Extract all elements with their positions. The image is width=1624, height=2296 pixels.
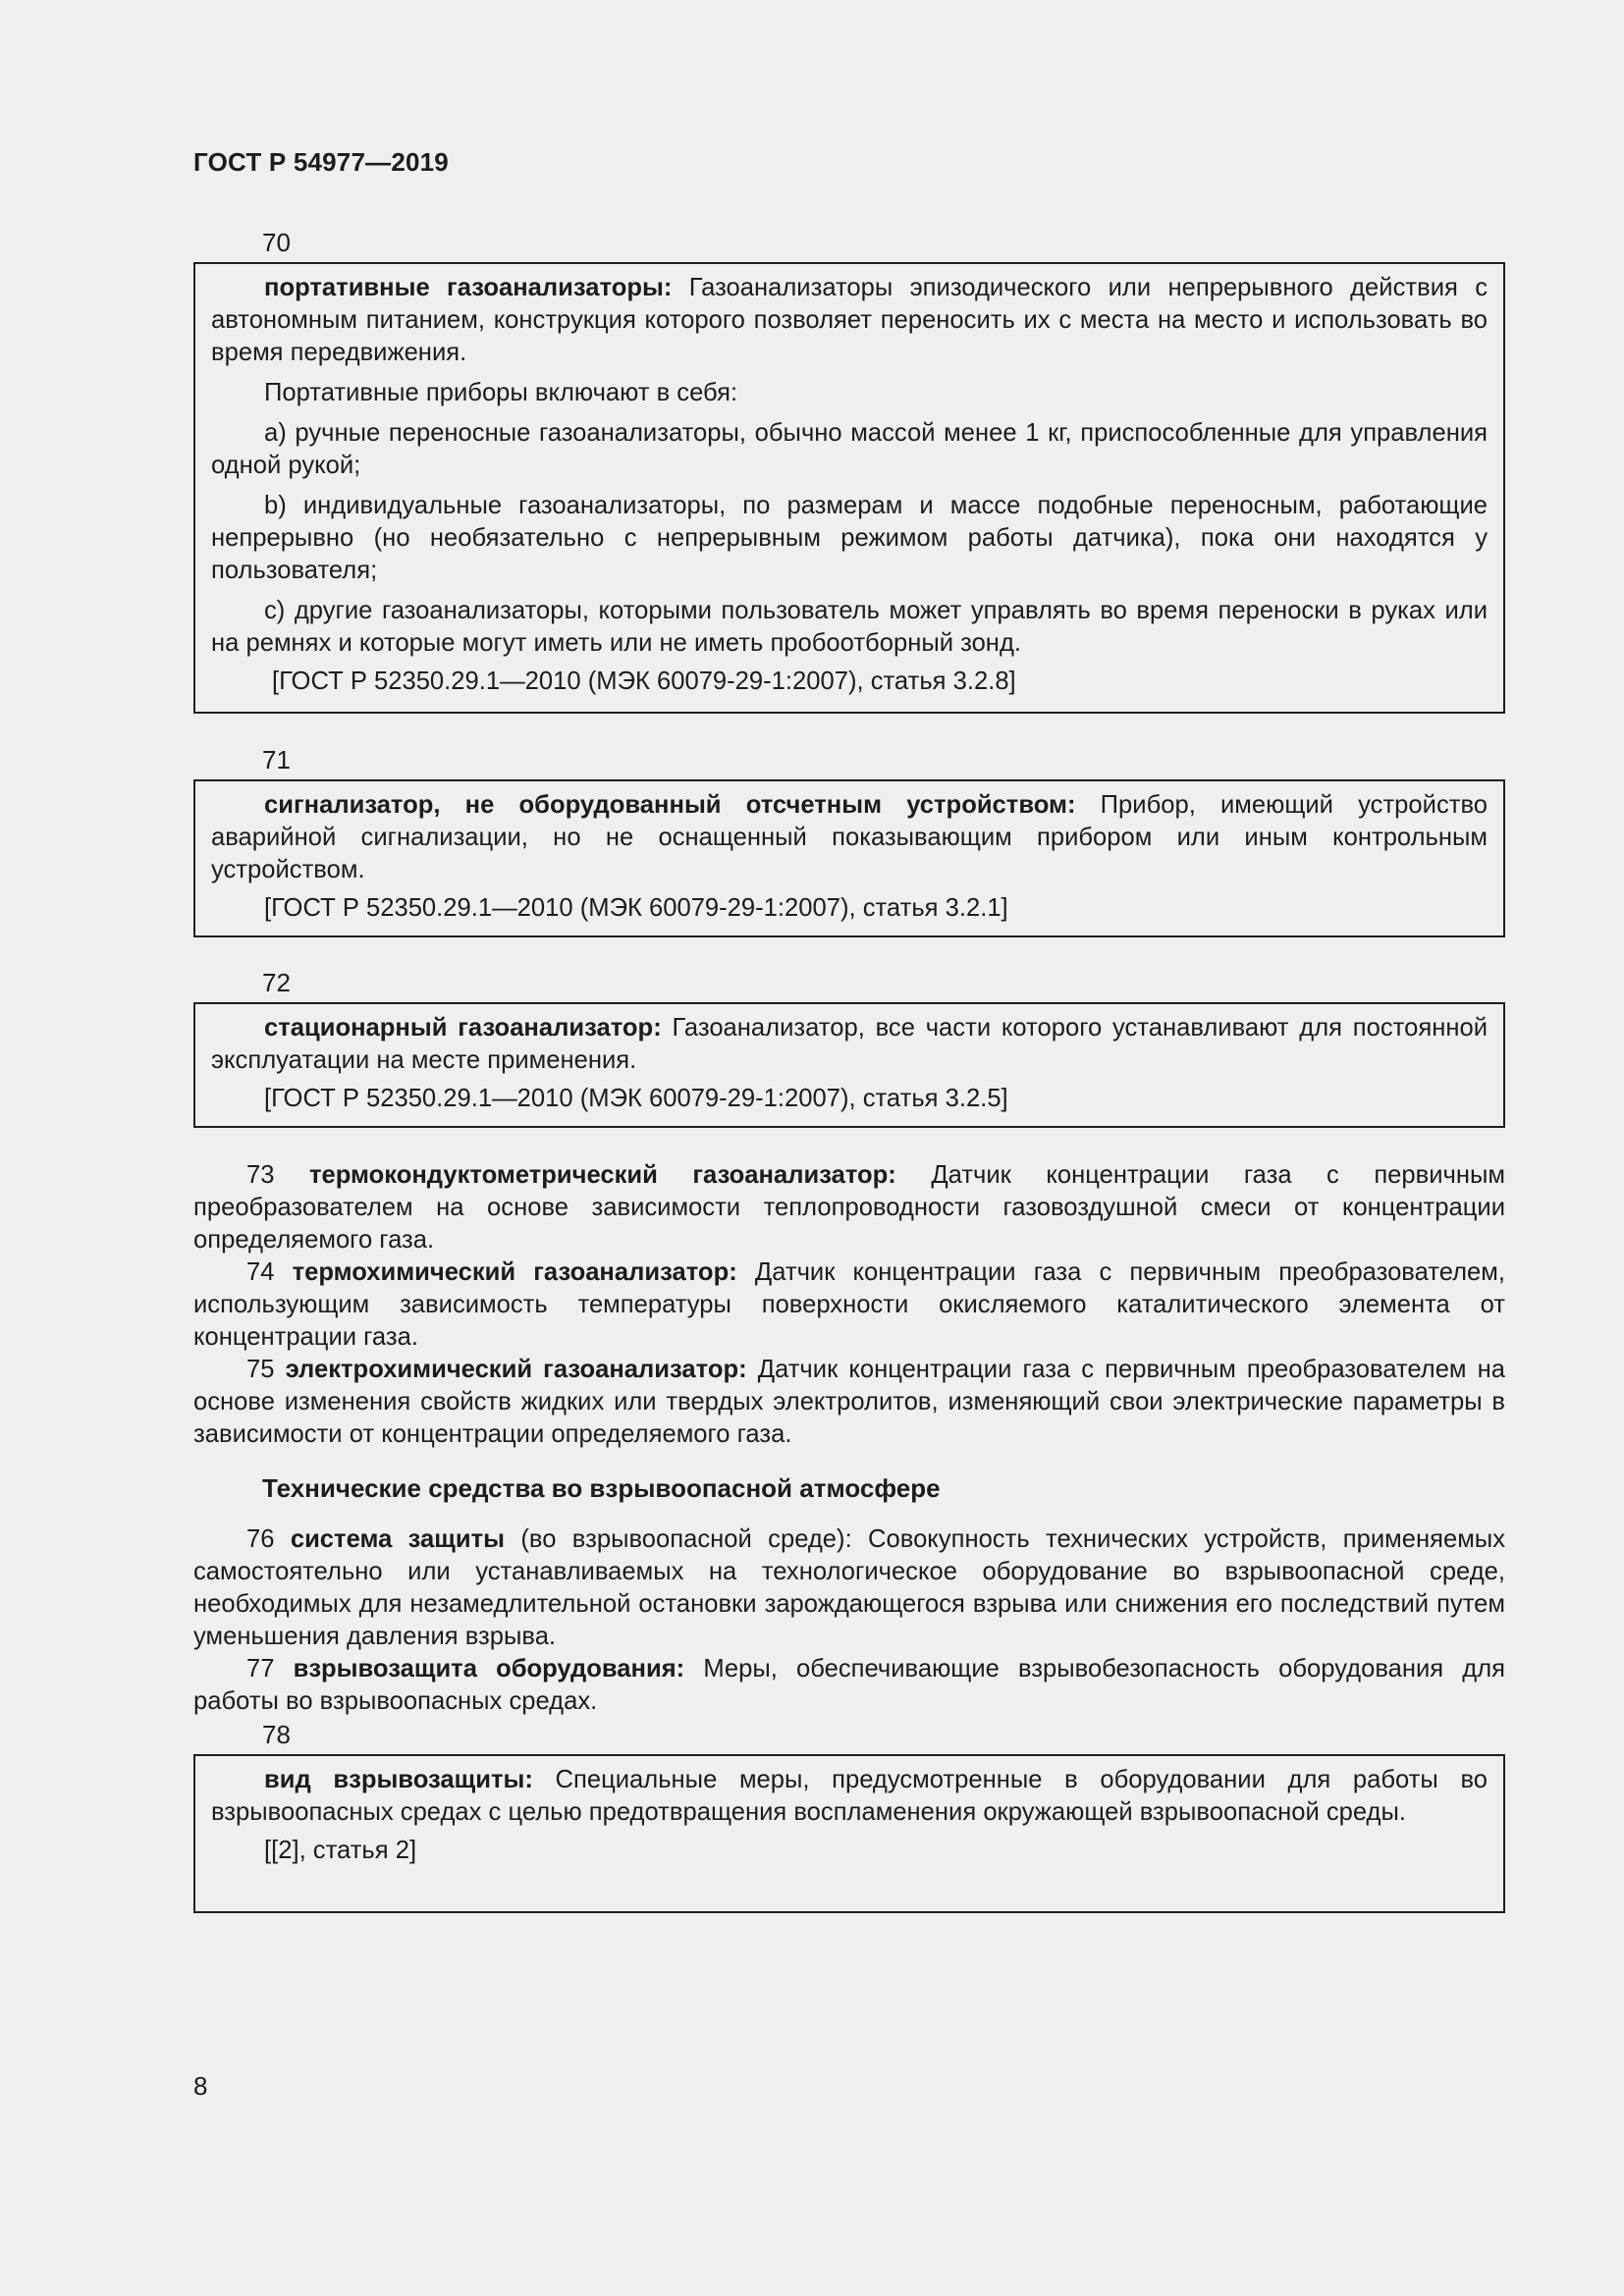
term-source-71: [ГОСТ Р 52350.29.1—2010 (МЭК 60079-29-1:2007), статья 3.2.1] bbox=[264, 894, 1008, 922]
term-number-72: 72 bbox=[262, 968, 291, 997]
note-item-c: c) другие газоанализаторы, которыми пользователь может управлять во время переноски в руках или на ремнях и которые могут иметь или не иметь пробоотборный зонд. bbox=[211, 597, 1488, 657]
term-name-77: взрывозащита оборудования: bbox=[293, 1655, 685, 1682]
term-box-72 bbox=[193, 1002, 1505, 1128]
term-name-75: электрохимический газоанализатор: bbox=[285, 1356, 747, 1383]
term-name-70: портативные газоанализаторы: bbox=[264, 274, 673, 301]
term-number-70: 70 bbox=[262, 228, 291, 257]
note-item-b: b) индивидуальные газоанализаторы, по размерам и массе подобные переносным, работающие непрерывно (но необязательно с непрерывным режимом работы датчика), пока они находятся у пользователя; bbox=[211, 492, 1488, 584]
standard-designation: ГОСТ Р 54977—2019 bbox=[193, 147, 449, 177]
term-number-71: 71 bbox=[262, 745, 291, 774]
terms-76-77 bbox=[193, 1523, 1505, 1718]
term-75: 75 электрохимический газоанализатор: Датчик концентрации газа с первичным преобразователем на основе изменения свойств жидких или твердых электролитов, изменяющий свои электрические параметры в зависимости от концентрации определяемого газа. bbox=[193, 1356, 1505, 1448]
term-name-72: стационарный газоанализатор: bbox=[264, 1014, 662, 1041]
term-name-78: вид взрывозащиты: bbox=[264, 1766, 533, 1793]
term-73: 73 термокондуктометрический газоанализатор: Датчик концентрации газа с первичным преобразователем на основе зависимости теплопроводности газовоздушной смеси от концентрации определяемого газа. bbox=[193, 1161, 1505, 1254]
term-source-78: [[2], статья 2] bbox=[264, 1837, 417, 1864]
term-source-72: [ГОСТ Р 52350.29.1—2010 (МЭК 60079-29-1:2007), статья 3.2.5] bbox=[264, 1085, 1008, 1112]
term-definition-78: вид взрывозащиты: Специальные меры, предусмотренные в оборудовании для работы во взрывоопасных средах с целью предотвращения воспламенения окружающей взрывоопасной среды. bbox=[211, 1766, 1488, 1826]
term-definition-71: сигнализатор, не оборудованный отсчетным устройством: Прибор, имеющий устройство аварийной сигнализации, но не оснащенный показывающим прибором или иным контрольным устройством. bbox=[211, 791, 1489, 883]
term-definition-72: стационарный газоанализатор: Газоанализатор, все части которого устанавливают для постоянной эксплуатации на месте применения. bbox=[211, 1014, 1488, 1074]
term-box-71 bbox=[193, 779, 1505, 937]
term-name-74: термохимический газоанализатор: bbox=[292, 1258, 737, 1286]
term-name-76: система защиты bbox=[290, 1525, 506, 1553]
term-name-73: термокондуктометрический газоанализатор: bbox=[308, 1161, 896, 1189]
term-74: 74 термохимический газоанализатор: Датчик концентрации газа с первичным преобразователем, использующим зависимость температуры поверхности окисляемого каталитического элемента от концентрации газа. bbox=[193, 1258, 1505, 1351]
section-heading: Технические средства во взрывоопасной атмосфере bbox=[262, 1473, 941, 1503]
note-item-a: а) ручные переносные газоанализаторы, обычно массой менее 1 кг, приспособленные для управления одной рукой; bbox=[211, 419, 1488, 479]
term-box-78 bbox=[193, 1754, 1505, 1913]
term-name-71: сигнализатор, не оборудованный отсчетным устройством: bbox=[264, 791, 1076, 819]
term-77: 77 взрывозащита оборудования: Меры, обеспечивающие взрывобезопасность оборудования для работы во взрывоопасных средах. bbox=[193, 1655, 1505, 1715]
term-definition-70: портативные газоанализаторы: Газоанализаторы эпизодического или непрерывного действия с автономным питанием, конструкция которого позволяет переносить их с места на место и использовать во время передвижения. bbox=[211, 274, 1488, 366]
term-box-70 bbox=[193, 262, 1505, 714]
term-number-78: 78 bbox=[262, 1720, 291, 1749]
note-intro-70: Портативные приборы включают в себя: bbox=[264, 379, 738, 406]
page-number: 8 bbox=[193, 2071, 208, 2101]
terms-73-75 bbox=[193, 1159, 1505, 1451]
term-source-70: [ГОСТ Р 52350.29.1—2010 (МЭК 60079-29-1:2007), статья 3.2.8] bbox=[272, 667, 1016, 695]
term-76: 76 система защиты (во взрывоопасной среде): Совокупность технических устройств, применяемых самостоятельно или устанавливаемых на технологическое оборудование во взрывоопасной среде, необходимых для незамедлительной остановки зарождающегося взрыва или снижения его последствий путем уменьшения давления взрыва. bbox=[193, 1525, 1505, 1650]
